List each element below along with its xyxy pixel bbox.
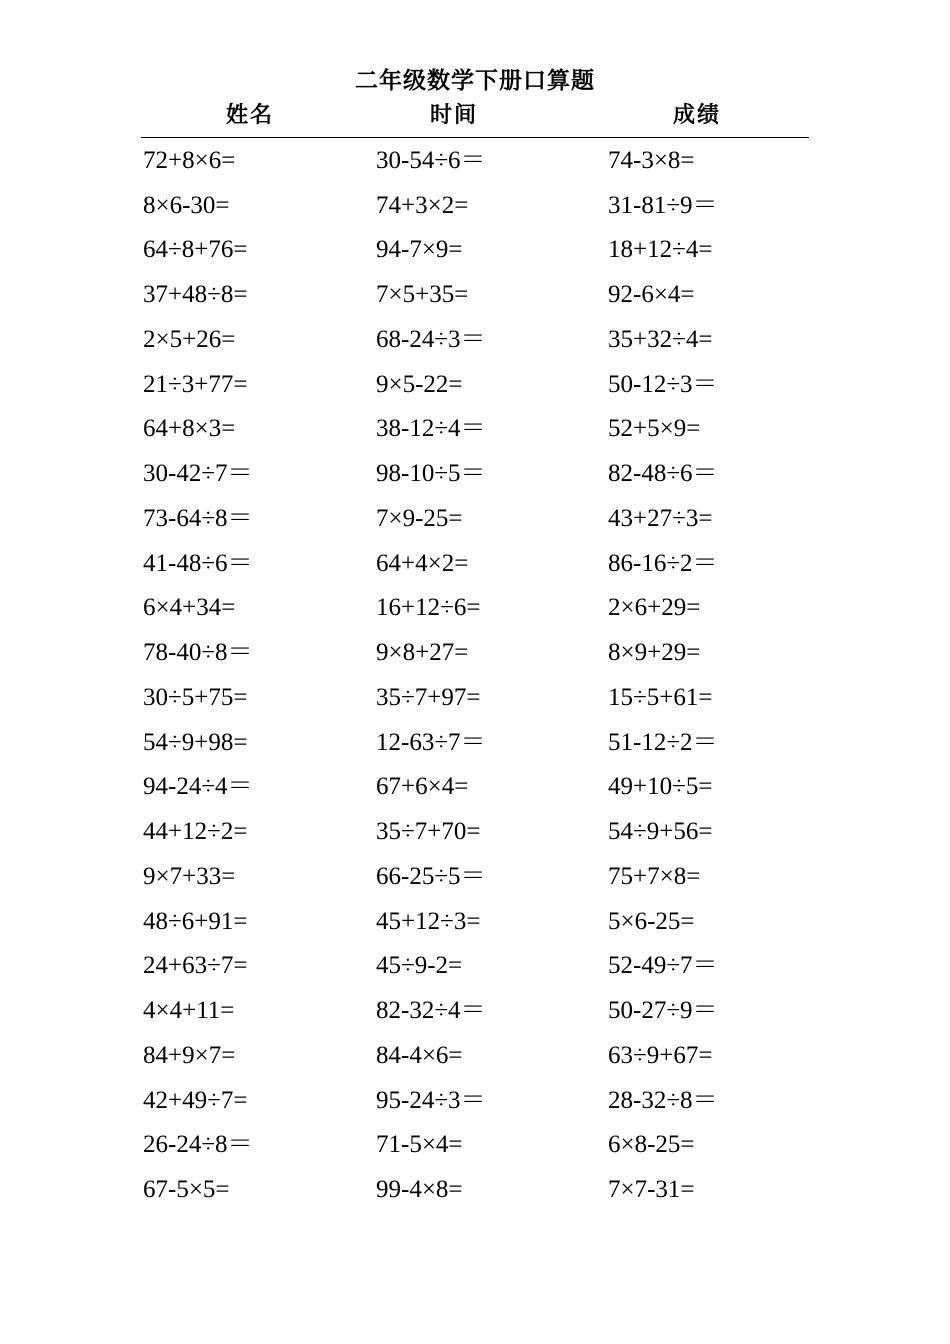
time-label: 时间: [430, 103, 479, 128]
problem-row: [143, 988, 808, 1033]
problem-item: 6×8-25=: [608, 1131, 695, 1159]
problem-row: [143, 362, 808, 407]
problem-item: 68-24÷3＝: [376, 325, 486, 353]
problem-item: 9×7+33=: [143, 862, 236, 890]
problem-item: 84+9×7=: [143, 1041, 236, 1069]
problem-item: 30-42÷7＝: [143, 460, 253, 488]
problem-item: 41-48÷6＝: [143, 549, 253, 577]
problem-item: 42+49÷7=: [143, 1086, 248, 1114]
problem-item: 45÷9-2=: [376, 952, 463, 980]
problem-row: [143, 451, 808, 496]
problem-item: 63÷9+67=: [608, 1041, 713, 1069]
problem-item: 2×5+26=: [143, 325, 236, 353]
problem-row: [143, 1123, 808, 1168]
problem-row: [143, 183, 808, 228]
problem-item: 72+8×6=: [143, 146, 236, 174]
problem-item: 16+12÷6=: [376, 594, 481, 622]
problem-item: 94-24÷4＝: [143, 773, 253, 801]
problem-item: 84-4×6=: [376, 1041, 463, 1069]
problem-item: 8×9+29=: [608, 639, 701, 667]
problem-item: 9×5-22=: [376, 370, 463, 398]
problem-item: 82-48÷6＝: [608, 460, 718, 488]
problem-item: 30÷5+75=: [143, 683, 248, 711]
problem-item: 75+7×8=: [608, 862, 701, 890]
problem-item: 49+10÷5=: [608, 773, 713, 801]
problem-item: 37+48÷8=: [143, 281, 248, 309]
problem-row: [143, 228, 808, 273]
problem-item: 95-24÷3＝: [376, 1086, 486, 1114]
problem-item: 9×8+27=: [376, 639, 469, 667]
problem-item: 52+5×9=: [608, 415, 701, 443]
problem-item: 44+12÷2=: [143, 818, 248, 846]
problem-item: 64÷8+76=: [143, 236, 248, 264]
problem-item: 31-81÷9＝: [608, 191, 718, 219]
problem-item: 74+3×2=: [376, 191, 469, 219]
problem-item: 52-49÷7＝: [608, 952, 718, 980]
problem-row: [143, 854, 808, 899]
problem-item: 98-10÷5＝: [376, 460, 486, 488]
problem-row: [143, 1167, 808, 1212]
problem-item: 86-16÷2＝: [608, 549, 718, 577]
problem-item: 54÷9+98=: [143, 728, 248, 756]
problem-item: 5×6-25=: [608, 907, 695, 935]
problem-row: [143, 1033, 808, 1078]
problem-row: [143, 944, 808, 989]
problem-row: [143, 541, 808, 586]
problem-item: 50-12÷3＝: [608, 370, 718, 398]
problem-item: 2×6+29=: [608, 594, 701, 622]
problem-item: 82-32÷4＝: [376, 997, 486, 1025]
problem-row: [143, 272, 808, 317]
name-label: 姓名: [226, 103, 275, 128]
problem-item: 66-25÷5＝: [376, 862, 486, 890]
problem-row: [143, 899, 808, 944]
problem-item: 51-12÷2＝: [608, 728, 718, 756]
problem-item: 15÷5+61=: [608, 683, 713, 711]
problem-row: [143, 675, 808, 720]
problem-item: 48÷6+91=: [143, 907, 248, 935]
problem-item: 67-5×5=: [143, 1176, 230, 1204]
problem-item: 64+8×3=: [143, 415, 236, 443]
problem-item: 30-54÷6＝: [376, 146, 486, 174]
problem-item: 26-24÷8＝: [143, 1131, 253, 1159]
problem-grid: [143, 138, 808, 1212]
problem-item: 54÷9+56=: [608, 818, 713, 846]
problem-item: 6×4+34=: [143, 594, 236, 622]
problem-row: [143, 1078, 808, 1123]
problem-item: 92-6×4=: [608, 281, 695, 309]
problem-row: [143, 407, 808, 452]
problem-item: 67+6×4=: [376, 773, 469, 801]
problem-item: 74-3×8=: [608, 146, 695, 174]
problem-row: [143, 720, 808, 765]
problem-item: 4×4+11=: [143, 997, 235, 1025]
problem-row: [143, 586, 808, 631]
problem-item: 38-12÷4＝: [376, 415, 486, 443]
problem-item: 24+63÷7=: [143, 952, 248, 980]
problem-row: [143, 317, 808, 362]
problem-item: 18+12÷4=: [608, 236, 713, 264]
problem-item: 99-4×8=: [376, 1176, 463, 1204]
problem-item: 45+12÷3=: [376, 907, 481, 935]
problem-row: [143, 765, 808, 810]
problem-row: [143, 630, 808, 675]
problem-item: 8×6-30=: [143, 191, 230, 219]
problem-item: 28-32÷8＝: [608, 1086, 718, 1114]
problem-item: 35÷7+97=: [376, 683, 481, 711]
problem-row: [143, 809, 808, 854]
problem-item: 35÷7+70=: [376, 818, 481, 846]
problem-item: 43+27÷3=: [608, 504, 713, 532]
problem-item: 7×7-31=: [608, 1176, 695, 1204]
problem-item: 64+4×2=: [376, 549, 469, 577]
score-label: 成绩: [673, 103, 722, 128]
problem-item: 7×9-25=: [376, 504, 463, 532]
problem-item: 12-63÷7＝: [376, 728, 486, 756]
problem-item: 21÷3+77=: [143, 370, 248, 398]
problem-item: 94-7×9=: [376, 236, 463, 264]
problem-item: 78-40÷8＝: [143, 639, 253, 667]
page-title: 二年级数学下册口算题: [355, 68, 595, 94]
problem-item: 7×5+35=: [376, 281, 469, 309]
problem-item: 71-5×4=: [376, 1131, 463, 1159]
problem-item: 50-27÷9＝: [608, 997, 718, 1025]
problem-row: [143, 138, 808, 183]
problem-row: [143, 496, 808, 541]
problem-item: 35+32÷4=: [608, 325, 713, 353]
problem-item: 73-64÷8＝: [143, 504, 253, 532]
